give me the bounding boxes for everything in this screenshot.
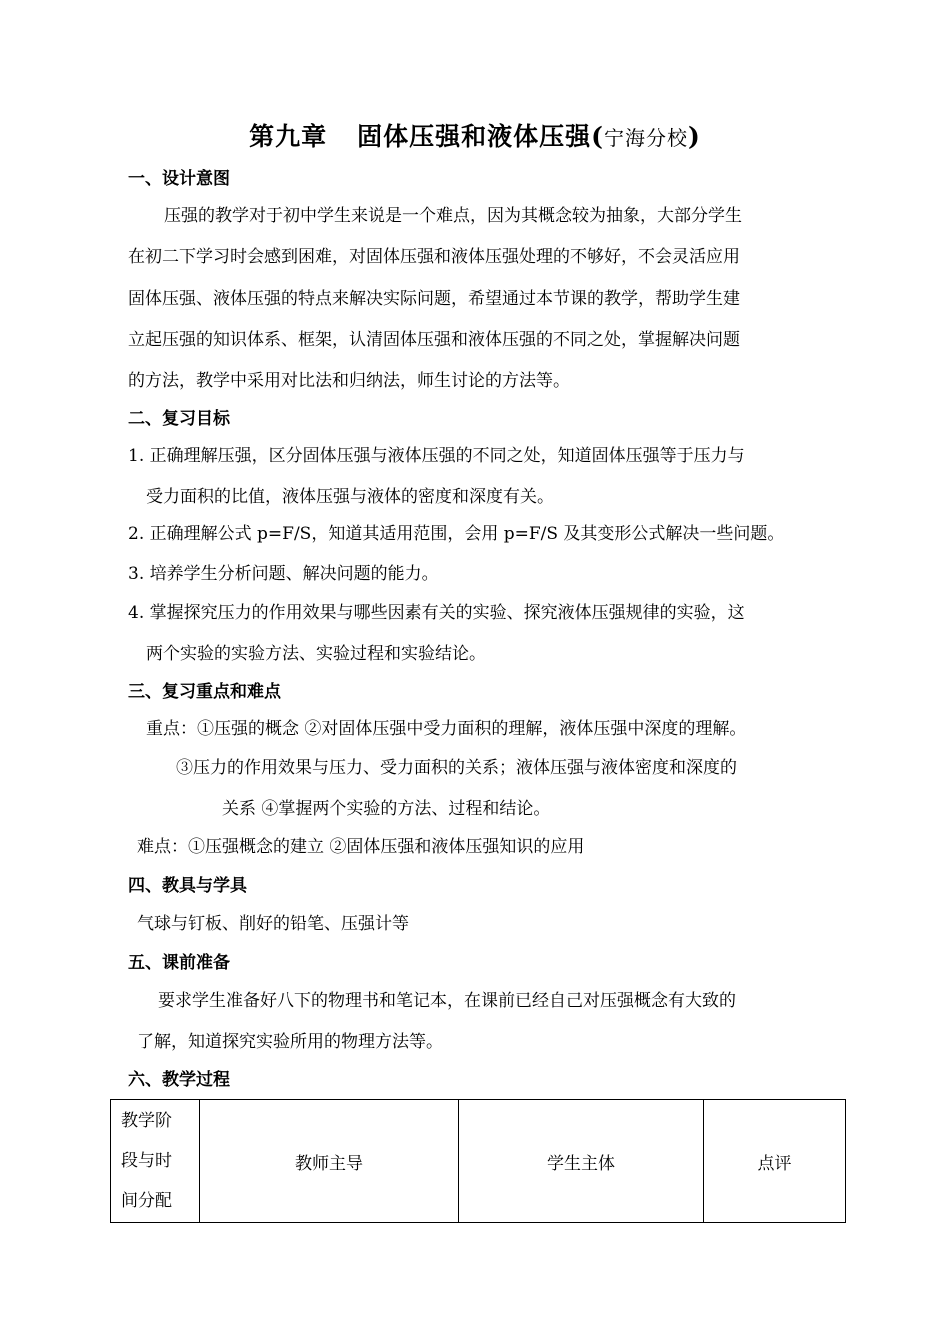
key-point-line: 关系 ④掌握两个实验的方法、过程和结论。 [222,799,551,819]
section-heading-process: 六、教学过程 [128,1070,230,1090]
section-heading-design: 一、设计意图 [128,169,230,189]
tools-line: 气球与钉板、削好的铅笔、压强计等 [137,914,409,934]
paragraph-line: 立起压强的知识体系、框架，认清固体压强和液体压强的不同之处，掌握解决问题 [128,330,740,350]
header-comment: 点评 [704,1100,846,1223]
section-heading-goals: 二、复习目标 [128,409,230,429]
table-header-row [111,1100,846,1223]
school-name: 宁海分校 [604,126,689,150]
title-paren-close: ) [688,122,701,151]
chapter-label: 第九章 [249,122,328,151]
teaching-process-table [110,1099,846,1223]
document-title [0,117,950,153]
goal-item: 4. 掌握探究压力的作用效果与哪些因素有关的实验、探究液体压强规律的实验，这 [128,603,745,623]
chapter-subject: 固体压强和液体压强 [357,122,592,151]
paragraph-line: 的方法，教学中采用对比法和归纳法，师生讨论的方法等。 [128,371,570,391]
paragraph-line: 了解，知道探究实验所用的物理方法等。 [137,1032,443,1052]
goal-item: 3. 培养学生分析问题、解决问题的能力。 [128,564,439,584]
header-student: 学生主体 [459,1100,704,1223]
header-stage-time: 教学阶 段与时 间分配 [111,1100,200,1223]
key-point-line: 重点：①压强的概念 ②对固体压强中受力面积的理解，液体压强中深度的理解。 [146,719,747,739]
section-heading-preparation: 五、课前准备 [128,953,230,973]
paragraph-line: 在初二下学习时会感到困难，对固体压强和液体压强处理的不够好，不会灵活应用 [128,247,740,267]
goal-item-continued: 两个实验的实验方法、实验过程和实验结论。 [146,644,486,664]
difficulty-line: 难点：①压强概念的建立 ②固体压强和液体压强知识的应用 [137,837,585,857]
section-heading-key-points: 三、复习重点和难点 [128,682,281,702]
header-teacher: 教师主导 [200,1100,459,1223]
key-point-line: ③压力的作用效果与压力、受力面积的关系；液体压强与液体密度和深度的 [176,758,737,778]
paragraph-line: 固体压强、液体压强的特点来解决实际问题，希望通过本节课的教学，帮助学生建 [128,289,740,309]
goal-item: 1. 正确理解压强，区分固体压强与液体压强的不同之处，知道固体压强等于压力与 [128,446,745,466]
section-heading-tools: 四、教具与学具 [128,876,247,896]
paragraph-line: 压强的教学对于初中学生来说是一个难点，因为其概念较为抽象，大部分学生 [164,206,742,226]
paragraph-line: 要求学生准备好八下的物理书和笔记本，在课前已经自己对压强概念有大致的 [158,991,736,1011]
title-paren-open: ( [591,122,605,151]
goal-item: 2. 正确理解公式 p=F/S，知道其适用范围，会用 p=F/S 及其变形公式解决一些问题。 [128,524,785,544]
goal-item-continued: 受力面积的比值，液体压强与液体的密度和深度有关。 [146,487,554,507]
